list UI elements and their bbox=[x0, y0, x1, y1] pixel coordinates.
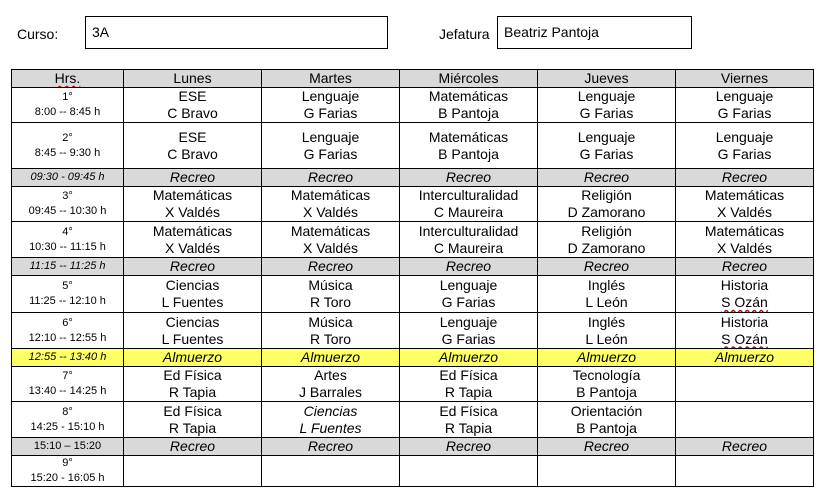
class-period-row bbox=[12, 187, 814, 222]
almuerzo-cell-martes: Almuerzo bbox=[262, 349, 400, 367]
class-cell-lunes bbox=[124, 88, 262, 123]
class-cell-jueves bbox=[538, 402, 676, 438]
teacher-name: L Fuentes bbox=[161, 330, 224, 347]
class-cell-jueves bbox=[538, 187, 676, 222]
class-cell-lunes bbox=[124, 276, 262, 313]
class-cell-martes bbox=[262, 123, 400, 169]
column-header-viernes: Viernes bbox=[676, 70, 814, 88]
subject-name: Religión bbox=[581, 187, 632, 203]
class-period-row bbox=[12, 123, 814, 169]
subject-name: Historia bbox=[720, 277, 769, 293]
subject-name: Ciencias bbox=[303, 402, 358, 419]
period-time: 10:30 -- 11:15 h bbox=[29, 240, 106, 253]
teacher-name: X Valdés bbox=[165, 239, 220, 256]
class-cell-jueves bbox=[538, 367, 676, 402]
period-number: 3° bbox=[62, 190, 73, 202]
recreo-row bbox=[12, 258, 814, 276]
teacher-name: J Barrales bbox=[298, 384, 363, 400]
teacher-name: G Farias bbox=[303, 105, 358, 121]
period-time-cell bbox=[12, 367, 124, 402]
teacher-name: X Valdés bbox=[717, 239, 772, 256]
recreo-cell-jueves: Recreo bbox=[538, 169, 676, 187]
class-cell-viernes bbox=[676, 187, 814, 222]
teacher-name: X Valdés bbox=[717, 204, 772, 220]
recreo-cell-viernes: Recreo bbox=[676, 438, 814, 456]
period-time-cell bbox=[12, 276, 124, 313]
class-cell-lunes bbox=[124, 402, 262, 438]
subject-name: Matemáticas bbox=[290, 187, 371, 203]
class-cell-miercoles bbox=[400, 187, 538, 222]
period-time-cell bbox=[12, 123, 124, 169]
recreo-cell-viernes: Recreo bbox=[676, 258, 814, 276]
period-number: 8° bbox=[62, 405, 73, 418]
subject-name: Interculturalidad bbox=[418, 222, 519, 239]
subject-name: Ciencias bbox=[165, 277, 220, 293]
period-time-cell bbox=[12, 402, 124, 438]
teacher-name: B Pantoja bbox=[576, 419, 637, 436]
teacher-name: R Tapia bbox=[444, 419, 493, 436]
teacher-name: L León bbox=[585, 294, 628, 310]
teacher-name: B Pantoja bbox=[438, 145, 499, 162]
class-cell-lunes bbox=[124, 222, 262, 258]
period-time: 12:10 -- 12:55 h bbox=[28, 331, 107, 344]
subject-name: Lenguaje bbox=[301, 128, 360, 145]
recreo-time-cell: 11:15 -- 11:25 h bbox=[12, 258, 124, 276]
recreo-time-cell: 15:10 – 15:20 bbox=[12, 438, 124, 456]
period-number: 1° bbox=[62, 91, 73, 103]
period-time: 8:00 -- 8:45 h bbox=[34, 106, 101, 118]
class-period-row bbox=[12, 402, 814, 438]
period-time: 14:25 - 15:10 h bbox=[30, 420, 105, 433]
subject-name: ESE bbox=[178, 88, 207, 104]
recreo-cell-martes: Recreo bbox=[262, 258, 400, 276]
class-period-row bbox=[12, 367, 814, 402]
recreo-cell-miercoles: Recreo bbox=[400, 438, 538, 456]
subject-name: Inglés bbox=[587, 313, 626, 330]
class-cell-viernes bbox=[676, 276, 814, 313]
class-cell-jueves bbox=[538, 123, 676, 169]
class-cell-lunes bbox=[124, 456, 262, 487]
class-cell-lunes bbox=[124, 123, 262, 169]
teacher-name: C Maureira bbox=[433, 204, 504, 220]
class-cell-martes bbox=[262, 402, 400, 438]
class-cell-viernes bbox=[676, 123, 814, 169]
subject-name: Lenguaje bbox=[715, 128, 774, 145]
teacher-name: L Fuentes bbox=[299, 419, 362, 436]
column-header-martes: Martes bbox=[262, 70, 400, 88]
subject-name: Lenguaje bbox=[439, 313, 498, 330]
class-cell-viernes bbox=[676, 88, 814, 123]
subject-name: ESE bbox=[178, 128, 207, 145]
teacher-name: S Ozán bbox=[721, 330, 768, 347]
recreo-cell-lunes: Recreo bbox=[124, 169, 262, 187]
recreo-cell-jueves: Recreo bbox=[538, 438, 676, 456]
teacher-name: X Valdés bbox=[303, 239, 358, 256]
teacher-name: S Ozán bbox=[721, 294, 768, 310]
class-cell-miercoles bbox=[400, 367, 538, 402]
class-cell-jueves bbox=[538, 313, 676, 349]
almuerzo-cell-miercoles: Almuerzo bbox=[400, 349, 538, 367]
class-cell-miercoles bbox=[400, 456, 538, 487]
recreo-row bbox=[12, 438, 814, 456]
recreo-cell-viernes: Recreo bbox=[676, 169, 814, 187]
teacher-name: G Farias bbox=[717, 145, 772, 162]
schedule-body bbox=[12, 70, 814, 487]
subject-name: Lenguaje bbox=[577, 88, 636, 104]
recreo-cell-martes: Recreo bbox=[262, 438, 400, 456]
class-cell-viernes bbox=[676, 222, 814, 258]
teacher-name: B Pantoja bbox=[438, 105, 499, 121]
class-cell-viernes bbox=[676, 402, 814, 438]
period-time: 09:45 -- 10:30 h bbox=[28, 205, 107, 217]
column-header-lunes: Lunes bbox=[124, 70, 262, 88]
column-header-hrs: Hrs. bbox=[12, 70, 124, 88]
recreo-cell-lunes: Recreo bbox=[124, 438, 262, 456]
teacher-name: R Toro bbox=[310, 294, 351, 310]
almuerzo-cell-jueves: Almuerzo bbox=[538, 349, 676, 367]
almuerzo-row bbox=[12, 349, 814, 367]
teacher-name: L Fuentes bbox=[161, 294, 224, 310]
subject-name: Ciencias bbox=[165, 313, 220, 330]
subject-name: Música bbox=[308, 277, 353, 293]
period-number: 2° bbox=[62, 131, 73, 144]
period-time: 11:25 -- 12:10 h bbox=[29, 295, 106, 307]
class-cell-jueves bbox=[538, 88, 676, 123]
class-cell-miercoles bbox=[400, 88, 538, 123]
class-cell-miercoles bbox=[400, 313, 538, 349]
subject-name: Matemáticas bbox=[152, 222, 233, 239]
header-row bbox=[12, 70, 814, 88]
period-time-cell bbox=[12, 88, 124, 123]
class-cell-lunes bbox=[124, 187, 262, 222]
jefatura-label: Jefatura bbox=[439, 26, 490, 42]
subject-name: Ed Física bbox=[163, 367, 222, 383]
class-period-row bbox=[12, 456, 814, 487]
recreo-cell-lunes: Recreo bbox=[124, 258, 262, 276]
subject-name: Interculturalidad bbox=[418, 187, 519, 203]
recreo-cell-miercoles: Recreo bbox=[400, 169, 538, 187]
class-cell-miercoles bbox=[400, 123, 538, 169]
period-time: 15:20 - 16:05 h bbox=[30, 472, 105, 484]
almuerzo-cell-viernes: Almuerzo bbox=[676, 349, 814, 367]
class-cell-viernes bbox=[676, 313, 814, 349]
subject-name: Música bbox=[308, 313, 353, 330]
curso-field[interactable]: 3A bbox=[85, 16, 388, 49]
class-cell-martes bbox=[262, 367, 400, 402]
recreo-cell-martes: Recreo bbox=[262, 169, 400, 187]
class-cell-viernes bbox=[676, 367, 814, 402]
column-header-jueves: Jueves bbox=[538, 70, 676, 88]
period-time: 8:45 -- 9:30 h bbox=[34, 146, 101, 159]
subject-name: Matemáticas bbox=[152, 187, 233, 203]
schedule-table bbox=[11, 69, 814, 487]
subject-name: Matemáticas bbox=[428, 88, 509, 104]
teacher-name: R Tapia bbox=[444, 384, 493, 400]
teacher-name: L León bbox=[585, 330, 628, 347]
period-number: 4° bbox=[62, 225, 73, 238]
teacher-name: X Valdés bbox=[165, 204, 220, 220]
class-period-row bbox=[12, 313, 814, 349]
recreo-row bbox=[12, 169, 814, 187]
subject-name: Matemáticas bbox=[290, 222, 371, 239]
subject-name: Lenguaje bbox=[577, 128, 636, 145]
class-cell-martes bbox=[262, 456, 400, 487]
subject-name: Matemáticas bbox=[704, 187, 785, 203]
period-number: 7° bbox=[62, 370, 73, 382]
class-cell-martes bbox=[262, 276, 400, 313]
class-period-row bbox=[12, 88, 814, 123]
class-cell-martes bbox=[262, 187, 400, 222]
teacher-name: C Bravo bbox=[167, 145, 218, 162]
class-cell-miercoles bbox=[400, 276, 538, 313]
class-period-row bbox=[12, 276, 814, 313]
subject-name: Ed Física bbox=[439, 367, 498, 383]
class-cell-viernes bbox=[676, 456, 814, 487]
teacher-name: X Valdés bbox=[303, 204, 358, 220]
jefatura-field[interactable]: Beatriz Pantoja bbox=[497, 16, 692, 49]
class-cell-jueves bbox=[538, 222, 676, 258]
curso-label: Curso: bbox=[17, 26, 59, 42]
subject-name: Lenguaje bbox=[439, 277, 498, 293]
teacher-name: G Farias bbox=[441, 294, 496, 310]
recreo-time-cell: 09:30 - 09:45 h bbox=[12, 169, 124, 187]
teacher-name: D Zamorano bbox=[567, 204, 646, 220]
period-number: 6° bbox=[62, 316, 73, 329]
subject-name: Lenguaje bbox=[715, 88, 774, 104]
teacher-name: G Farias bbox=[441, 330, 496, 347]
period-time-cell bbox=[12, 187, 124, 222]
teacher-name: G Farias bbox=[717, 105, 772, 121]
teacher-name: R Toro bbox=[310, 330, 351, 347]
teacher-name: R Tapia bbox=[168, 384, 217, 400]
subject-name: Historia bbox=[720, 313, 769, 330]
period-time-cell bbox=[12, 456, 124, 487]
teacher-name: D Zamorano bbox=[567, 239, 646, 256]
period-time: 13:40 -- 14:25 h bbox=[28, 385, 107, 397]
subject-name: Tecnología bbox=[572, 367, 641, 383]
subject-name: Ed Física bbox=[439, 402, 498, 419]
subject-name: Orientación bbox=[570, 402, 643, 419]
subject-name: Matemáticas bbox=[704, 222, 785, 239]
almuerzo-cell-lunes: Almuerzo bbox=[124, 349, 262, 367]
teacher-name: C Maureira bbox=[433, 239, 504, 256]
subject-name: Ed Física bbox=[163, 402, 222, 419]
teacher-name: R Tapia bbox=[168, 419, 217, 436]
period-number: 5° bbox=[62, 280, 73, 292]
teacher-name: G Farias bbox=[579, 145, 634, 162]
column-header-miercoles: Miércoles bbox=[400, 70, 538, 88]
period-number: 9° bbox=[62, 457, 73, 469]
class-cell-martes bbox=[262, 222, 400, 258]
teacher-name: G Farias bbox=[303, 145, 358, 162]
period-time-cell bbox=[12, 222, 124, 258]
recreo-cell-miercoles: Recreo bbox=[400, 258, 538, 276]
teacher-name: B Pantoja bbox=[576, 384, 637, 400]
almuerzo-time-cell: 12:55 -- 13:40 h bbox=[12, 349, 124, 367]
subject-name: Lenguaje bbox=[301, 88, 360, 104]
class-cell-jueves bbox=[538, 276, 676, 313]
class-cell-lunes bbox=[124, 367, 262, 402]
class-period-row bbox=[12, 222, 814, 258]
recreo-cell-jueves: Recreo bbox=[538, 258, 676, 276]
subject-name: Artes bbox=[314, 367, 347, 383]
subject-name: Inglés bbox=[587, 277, 626, 293]
class-cell-martes bbox=[262, 88, 400, 123]
teacher-name: C Bravo bbox=[167, 105, 218, 121]
subject-name: Matemáticas bbox=[428, 128, 509, 145]
class-cell-lunes bbox=[124, 313, 262, 349]
teacher-name: G Farias bbox=[579, 105, 634, 121]
class-cell-martes bbox=[262, 313, 400, 349]
class-cell-miercoles bbox=[400, 402, 538, 438]
subject-name: Religión bbox=[581, 222, 632, 239]
period-time-cell bbox=[12, 313, 124, 349]
class-cell-miercoles bbox=[400, 222, 538, 258]
class-cell-jueves bbox=[538, 456, 676, 487]
